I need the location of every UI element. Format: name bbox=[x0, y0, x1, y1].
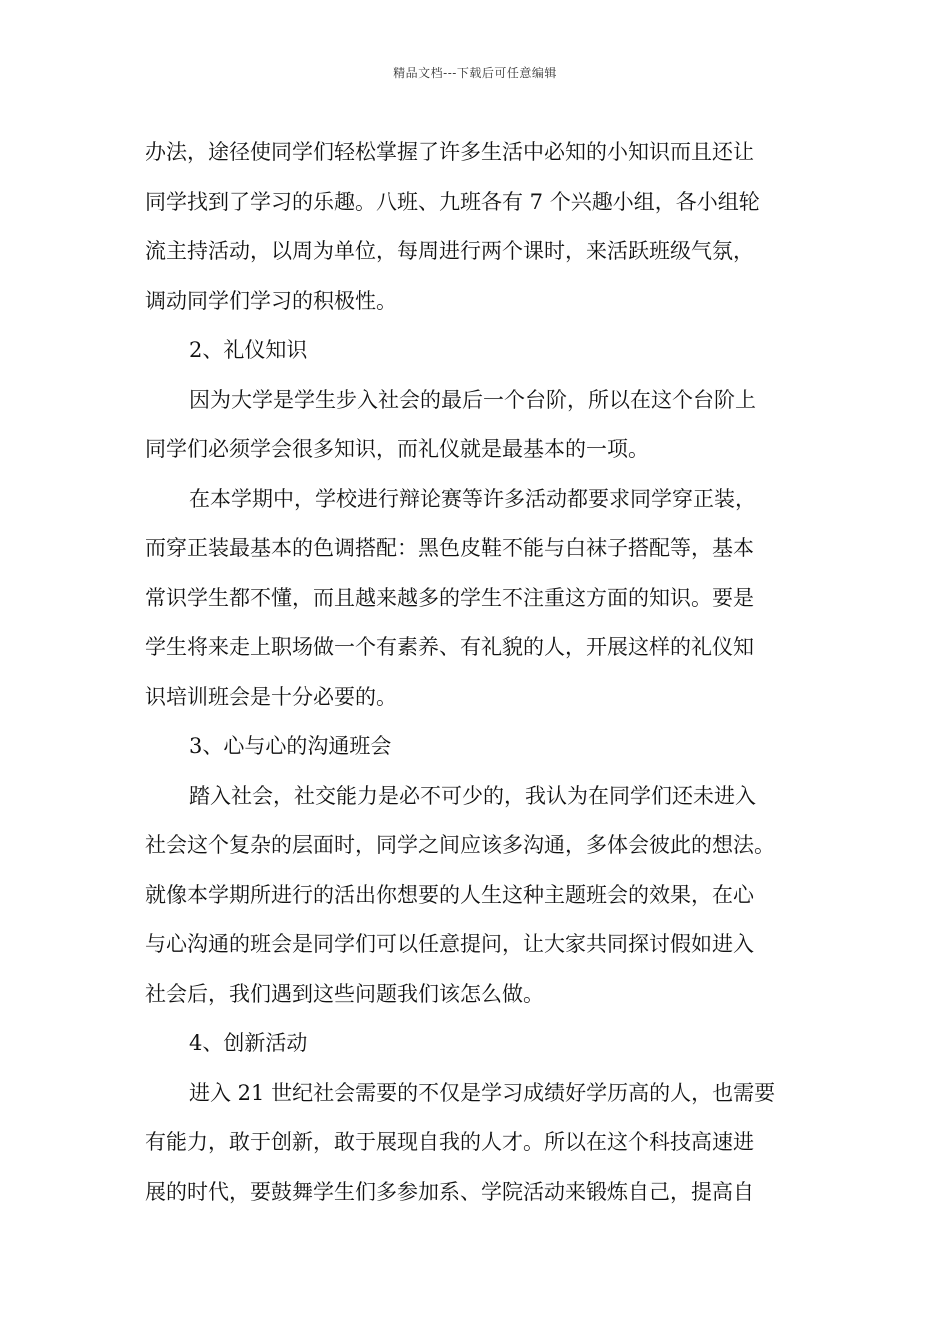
text-line: 3、心与心的沟通班会 bbox=[189, 734, 392, 758]
text-line: 社会这个复杂的层面时，同学之间应该多沟通，多体会彼此的想法。 bbox=[145, 833, 775, 857]
text-line: 调动同学们学习的积极性。 bbox=[145, 288, 397, 313]
text-line: 流主持活动，以周为单位，每周进行两个课时，来活跃班级气氛， bbox=[145, 239, 754, 263]
text-line: 而穿正装最基本的色调搭配：黑色皮鞋不能与白袜子搭配等，基本 bbox=[145, 536, 754, 560]
text-line: 办法，途径使同学们轻松掌握了许多生活中必知的小知识而且还让 bbox=[145, 140, 754, 164]
text-line: 在本学期中，学校进行辩论赛等许多活动都要求同学穿正装， bbox=[189, 486, 756, 511]
text-line: 有能力，敢于创新，敢于展现自我的人才。所以在这个科技高速进 bbox=[145, 1130, 754, 1154]
text-line: 进入 21 世纪社会需要的不仅是学习成绩好学历高的人，也需要 bbox=[189, 1080, 776, 1105]
text-line: 因为大学是学生步入社会的最后一个台阶，所以在这个台阶上 bbox=[189, 387, 756, 412]
text-line: 踏入社会，社交能力是必不可少的，我认为在同学们还未进入 bbox=[189, 783, 756, 808]
text-line: 常识学生都不懂，而且越来越多的学生不注重这方面的知识。要是 bbox=[145, 585, 754, 610]
text-line: 4、创新活动 bbox=[189, 1031, 308, 1055]
document-body bbox=[145, 128, 810, 1217]
text-line: 2、礼仪知识 bbox=[189, 338, 308, 362]
page-header: 精品文档---下载后可任意编辑 bbox=[393, 66, 557, 80]
text-line: 展的时代，要鼓舞学生们多参加系、学院活动来锻炼自己，提高自 bbox=[145, 1179, 754, 1204]
text-line: 学生将来走上职场做一个有素养、有礼貌的人，开展这样的礼仪知 bbox=[145, 635, 754, 659]
text-line: 就像本学期所进行的活出你想要的人生这种主题班会的效果，在心 bbox=[145, 882, 754, 907]
text-line: 同学找到了学习的乐趣。八班、九班各有 7 个兴趣小组，各小组轮 bbox=[145, 189, 760, 214]
text-line: 社会后，我们遇到这些问题我们该怎么做。 bbox=[145, 981, 544, 1006]
text-line: 识培训班会是十分必要的。 bbox=[145, 684, 397, 709]
text-line: 同学们必须学会很多知识，而礼仪就是最基本的一项。 bbox=[145, 437, 649, 461]
text-line: 与心沟通的班会是同学们可以任意提问，让大家共同探讨假如进入 bbox=[145, 932, 754, 956]
